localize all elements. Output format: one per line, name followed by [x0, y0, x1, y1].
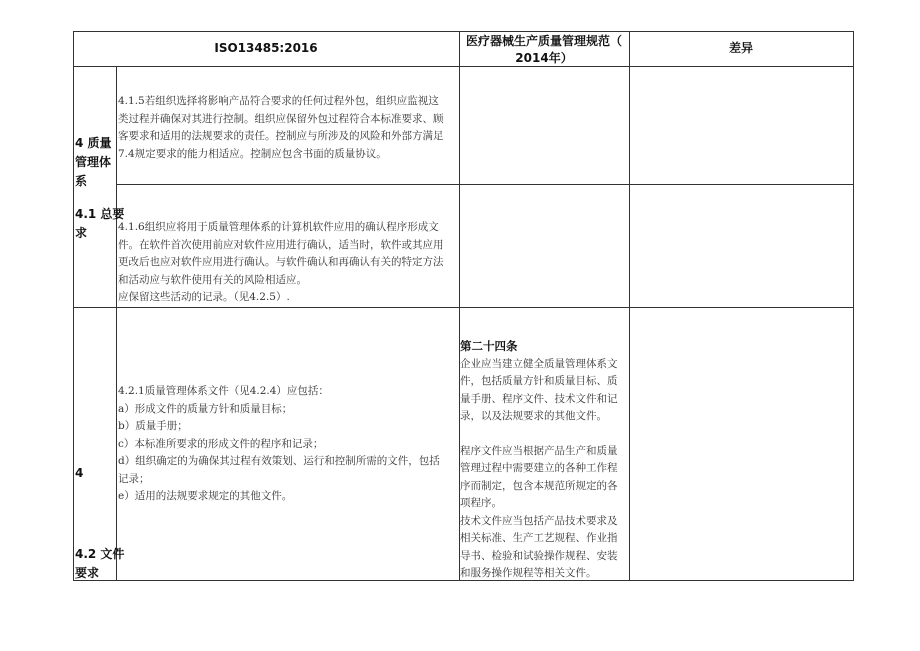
text-line: e）适用的法规要求规定的其他文件。 — [118, 490, 293, 502]
table-border-left — [73, 31, 74, 581]
text-line: 序而制定，包含本规范所规定的各 — [460, 479, 618, 492]
header-gmp-line2: 2014年） — [515, 51, 573, 65]
section-label-qms-line1: 4 质量 — [75, 136, 112, 150]
text-line: 程序文件应当根据产品生产和质量 — [460, 444, 618, 457]
section-label-documentation-line2: 要求 — [75, 566, 100, 580]
text-line: 相关标准、生产工艺规程、作业指 — [460, 532, 618, 544]
text-line: c）本标准所要求的形成文件的程序和记录； — [118, 437, 324, 450]
text-line: 管理过程中需要建立的各种工作程 — [460, 462, 618, 474]
section-label-qms — [75, 134, 112, 191]
text-line: 件，包括质量方针和质量目标、质 — [460, 375, 618, 387]
text-line: d）组织确定的为确保其过程有效策划、运行和控制所需的文件，包括 — [118, 455, 440, 467]
clause-4-1-5-text — [118, 93, 458, 163]
clause-4-2-1-text — [118, 383, 458, 506]
header-gmp-line1: 医疗器械生产质量管理规范（ — [465, 34, 622, 48]
text-line: 7.4规定要求的能力相适应。控制应包含书面的质量协议。 — [118, 147, 387, 160]
text-line: 更改后也应对软件应用进行确认。与软件确认和再确认有关的特定方法 — [118, 256, 444, 268]
text-line: 4.2.1质量管理体系文件（见4.2.4）应包括： — [118, 385, 329, 397]
header-difference-column: 差异 — [728, 41, 753, 55]
table-border-top — [73, 31, 854, 32]
section-label-general-line2: 求 — [75, 226, 88, 240]
section-label-4: 4 — [75, 466, 84, 480]
col-divider-2 — [629, 31, 630, 581]
text-line: 企业应当建立健全质量管理体系文 — [460, 357, 618, 370]
section-label-documentation-line1: 4.2 文件 — [75, 547, 125, 561]
col-divider-side — [116, 66, 117, 581]
header-iso-column: ISO13485:2016 — [214, 41, 318, 55]
row1-divider — [116, 184, 854, 185]
text-line: 4.1.5若组织选择将影响产品符合要求的任何过程外包，组织应监视这 — [118, 95, 439, 107]
text-line: a）形成文件的质量方针和质量目标； — [118, 402, 293, 415]
section-label-qms-line3: 系 — [75, 174, 88, 188]
text-line: 4.1.6组织应将用于质量管理体系的计算机软件应用的确认程序形成文 — [118, 221, 439, 233]
text-line: 和活动应与软件使用有关的风险相适应。 — [118, 273, 307, 286]
text-line: 项程序。 — [460, 497, 502, 509]
text-line: 应保留这些活动的记录。（见4.2.5）. — [118, 291, 290, 303]
table-border-right — [853, 31, 854, 581]
text-line: 技术文件应当包括产品技术要求及 — [460, 514, 618, 527]
text-line: 导书、检验和试验操作规程、安装 — [460, 549, 618, 562]
clause-4-1-6-text — [118, 219, 458, 307]
text-line: 客要求和适用的法规要求的责任。控制应与所涉及的风险和外部方满足 — [118, 130, 444, 142]
article-24-title: 第二十四条 — [460, 339, 518, 353]
article-24-text — [460, 338, 628, 583]
section-label-qms-line2: 管理体 — [75, 155, 112, 169]
row2-divider — [73, 307, 854, 308]
text-line: b）质量手册； — [118, 420, 188, 432]
text-line: 和服务操作规程等相关文件。 — [460, 567, 597, 579]
text-line: 件。在软件首次使用前应对软件应用进行确认，适当时，软件或其应用 — [118, 238, 444, 251]
header-gmp-column — [459, 33, 629, 67]
text-line: 记录； — [118, 472, 150, 485]
section-label-documentation — [75, 545, 124, 583]
text-line: 类过程并确保对其进行控制。组织应保留外包过程符合本标准要求、顾 — [118, 112, 444, 125]
text-line: 量手册、程序文件、技术文件和记 — [460, 392, 618, 405]
text-line: 录，以及法规要求的其他文件。 — [460, 410, 607, 422]
section-label-general-line1: 4.1 总要 — [75, 207, 125, 221]
